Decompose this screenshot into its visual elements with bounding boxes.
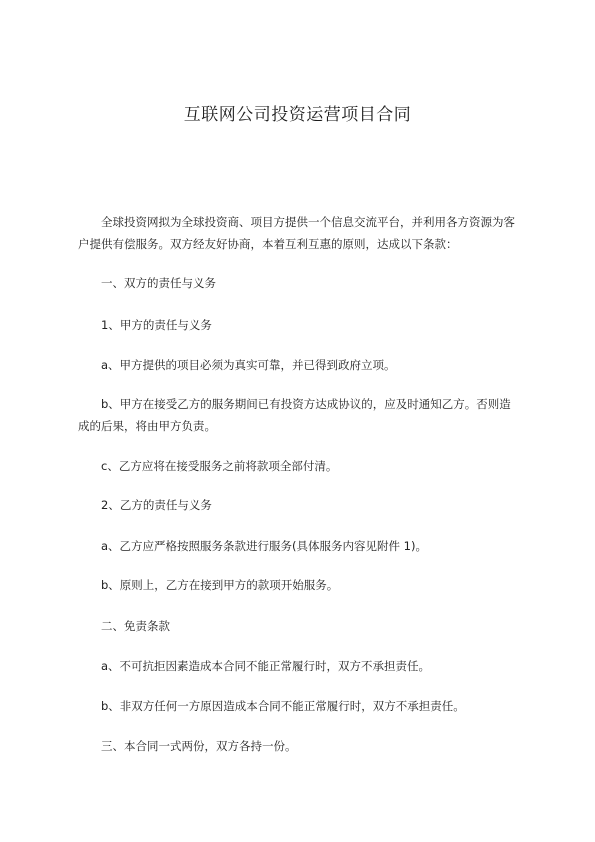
party-a-heading: 1、甲方的责任与义务 bbox=[101, 318, 212, 332]
exemption-clause-b: b、非双方任何一方原因造成本合同不能正常履行时，双方不承担责任。 bbox=[101, 699, 465, 713]
party-b-clause-a: a、乙方应严格按照服务条款进行服务(具体服务内容见附件 1)。 bbox=[101, 539, 427, 553]
party-a-clause-b: b、甲方在接受乙方的服务期间已有投资方达成协议的，应及时通知乙方。否则造成的后果，将由甲方负责。 bbox=[78, 397, 511, 433]
party-a-clause-c: c、乙方应将在接受服务之前将款项全部付清。 bbox=[101, 459, 338, 473]
intro-paragraph: 全球投资网拟为全球投资商、项目方提供一个信息交流平台，并利用各方资源为客户提供有偿服务。双方经友好协商，本着互利互惠的原则，达成以下条款： bbox=[78, 215, 515, 251]
party-b-clause-b: b、原则上，乙方在接到甲方的款项开始服务。 bbox=[101, 578, 339, 592]
section-heading-copies: 三、本合同一式两份，双方各持一份。 bbox=[101, 739, 297, 753]
exemption-clause-a: a、不可抗拒因素造成本合同不能正常履行时，双方不承担责任。 bbox=[101, 659, 431, 673]
party-b-heading: 2、乙方的责任与义务 bbox=[101, 498, 212, 512]
document-title: 互联网公司投资运营项目合同 bbox=[183, 105, 412, 125]
section-heading-exemption: 二、免责条款 bbox=[101, 619, 170, 633]
section-heading-responsibilities: 一、双方的责任与义务 bbox=[101, 276, 216, 290]
party-a-clause-a: a、甲方提供的项目必须为真实可靠，并已得到政府立项。 bbox=[101, 358, 396, 372]
